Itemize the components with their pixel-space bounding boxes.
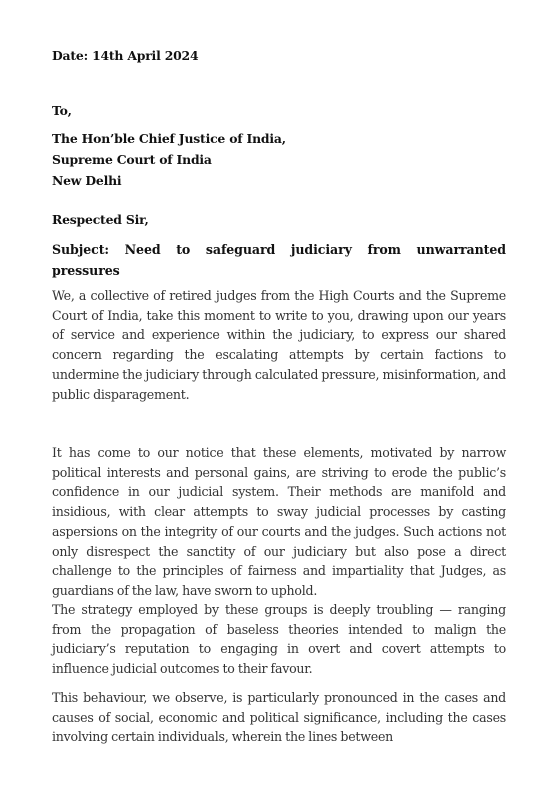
address-line-2: Supreme Court of India (52, 152, 212, 167)
address-line-3: New Delhi (52, 173, 122, 188)
body-paragraph-2: It has come to our notice that these elements, motivated by narrow political interests and personal gains, are striving to erode the public’s confidence in our judicial system. Their methods are manifold and insidious, with clear attempts to sway judicial processes by casting aspersions on the integrity of our courts and the judges. Such actions not only disrespect the sanctity of our judiciary but also pose a direct challenge to the principles of fairness and impartiality that Judges, as guardians of the law, have sworn to uphold. (52, 445, 506, 598)
body-paragraph-4: This behaviour, we observe, is particularly pronounced in the cases and causes of social, economic and political significance, including the cases involving certain individuals, wherein the lines between (52, 690, 506, 745)
body-paragraph-3: The strategy employed by these groups is deeply troubling — ranging from the propagation of baseless theories intended to malign the judiciary’s reputation to engaging in overt and covert attempts to influence judicial outcomes to their favour. (52, 602, 506, 677)
letter-date: Date: 14th April 2024 (52, 48, 199, 63)
letter-to: To, (52, 103, 72, 118)
letter-salutation: Respected Sir, (52, 212, 149, 227)
letter-subject: Subject: Need to safeguard judiciary from unwarranted pressures (52, 242, 506, 278)
address-line-1: The Hon’ble Chief Justice of India, (52, 131, 286, 146)
body-paragraph-1: We, a collective of retired judges from the High Courts and the Supreme Court of India, take this moment to write to you, drawing upon our years of service and experience within the judiciary, to express our shared concern regarding the escalating attempts by certain factions to undermine the judiciary through calculated pressure, misinformation, and public disparagement. (52, 288, 506, 402)
